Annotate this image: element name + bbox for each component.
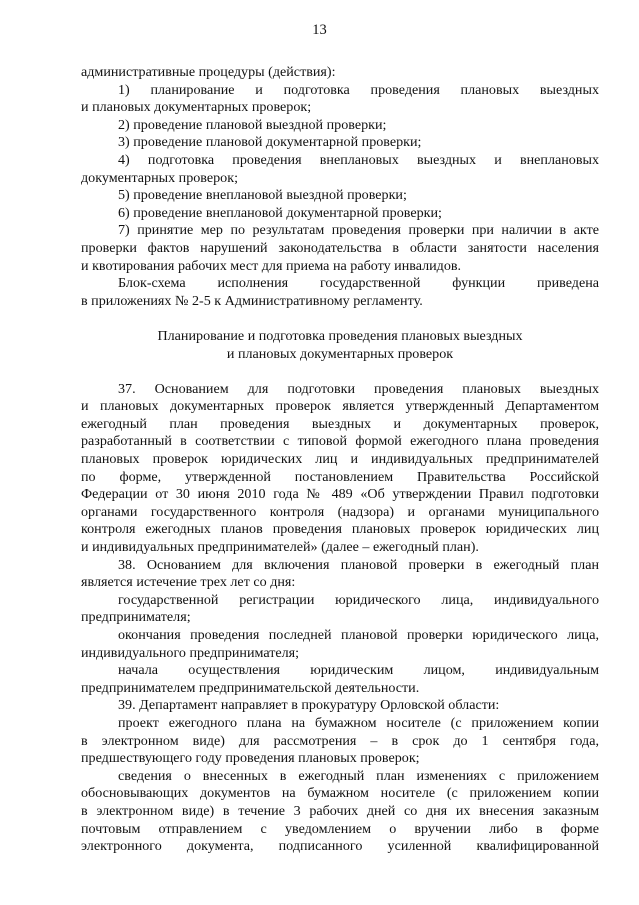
text-line: документарных проверок; (81, 169, 238, 186)
text-line: Федерации от 30 июня 2010 года № 489 «Об утверждении Правил подготовки (81, 486, 599, 503)
text-line: и плановых документарных проверок; (81, 99, 312, 116)
list-item-2: 2) проведение плановой выездной проверки; (118, 116, 387, 133)
text-line: предшествующего году проведения плановых проверок; (81, 750, 420, 767)
text-line: контроля ежегодных планов проведения плановых проверок юридических лиц (81, 521, 599, 538)
text-line: административные процедуры (действия): (81, 64, 336, 80)
list-item-5: 5) проведение внеплановой выездной проверки; (118, 187, 407, 204)
text-line: обосновывающих документов на бумажном носителе (с приложением копии (81, 785, 599, 802)
text-line: окончания проведения последней плановой проверки юридического лица, (118, 627, 599, 643)
text-line: проверки фактов нарушений законодательства в области занятости населения (81, 239, 599, 256)
text-line: является истечение трех лет со дня: (81, 574, 296, 591)
text-line: в электронном виде) в течение 3 рабочих дней со дня их внесения заказным (81, 802, 599, 819)
section-heading-line-2: и плановых документарных проверок (226, 345, 454, 362)
text-line: предпринимателя; (81, 609, 191, 626)
text-line: индивидуального предпринимателя; (81, 644, 300, 661)
text-line: электронного документа, подписанного усиленной квалифицированной (81, 838, 599, 855)
text-line: органами государственного контроля (надзора) и органами муниципального (81, 503, 599, 520)
text-line: по форме, утвержденной постановлением Правительства Российской (81, 468, 599, 485)
text-line: проект ежегодного плана на бумажном носителе (с приложением копии (118, 714, 599, 731)
text-line: и плановых документарных проверок является утвержденный Департаментом (81, 398, 599, 415)
list-item-3: 3) проведение плановой документарной проверки; (118, 134, 422, 151)
list-item-6: 6) проведение внеплановой документарной проверки; (118, 204, 442, 221)
text-line: плановых проверок юридических лиц и индивидуальных предпринимателей (81, 451, 599, 468)
text-line: и индивидуальных предпринимателей» (далее – ежегодный план). (81, 539, 479, 556)
paragraph-38: 38. Основанием для включения плановой проверки в ежегодный план (118, 556, 599, 573)
text-line: ежегодный план проведения выездных и документарных проверок, (81, 415, 599, 432)
list-item-4: 4) подготовка проведения внеплановых выездных и внеплановых (118, 151, 599, 168)
text-line: государственной регистрации юридического лица, индивидуального (118, 591, 599, 608)
text-line: в приложениях № 2-5 к Административному регламенту. (81, 292, 423, 309)
document-body (81, 64, 599, 856)
text-line: предпринимателем предпринимательской деятельности. (81, 679, 420, 696)
list-item-1: 1) планирование и подготовка проведения плановых выездных (118, 81, 599, 98)
paragraph-37: 37. Основанием для подготовки проведения плановых выездных (118, 380, 599, 397)
section-heading: Планирование и подготовка проведения плановых выездных (157, 327, 523, 344)
text-line: в электронном виде) для рассмотрения – в срок до 1 сентября года, (81, 732, 599, 749)
text-line: разработанный в соответствии с типовой формой ежегодного плана проведения (81, 433, 599, 450)
paragraph-39: 39. Департамент направляет в прокуратуру Орловской области: (118, 697, 500, 714)
text-line: и квотирования рабочих мест для приема на работу инвалидов. (81, 257, 462, 274)
text-line: сведения о внесенных в ежегодный план изменениях с приложением (118, 767, 599, 784)
text-line: Блок-схема исполнения государственной функции приведена (118, 275, 599, 292)
text-line: начала осуществления юридическим лицом, индивидуальным (118, 662, 599, 679)
text-line: почтовым отправлением с уведомлением о вручении либо в форме (81, 820, 599, 837)
list-item-7: 7) принятие мер по результатам проведения проверки при наличии в акте (118, 222, 599, 239)
page-number: 13 (312, 22, 327, 38)
